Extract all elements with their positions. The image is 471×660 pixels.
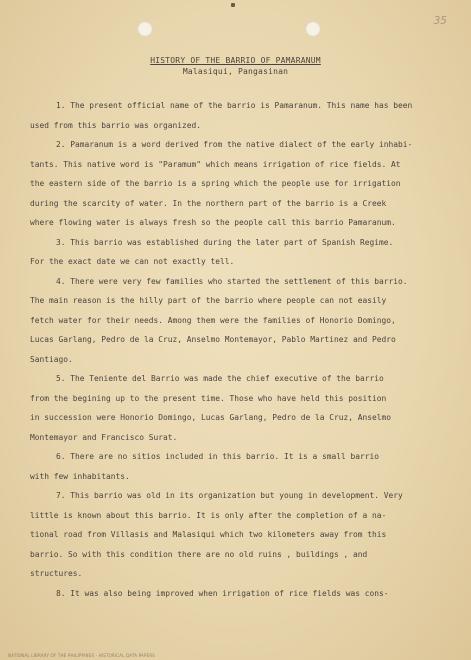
text-line: Montemayor and Francisco Surat. (30, 432, 178, 442)
text-line: 6. There are no sitios included in this barrio. It is a small barrio (56, 452, 380, 461)
text-line: 3. This barrio was established during the later part of Spanish Regime. (56, 237, 394, 247)
text-line: during the scarcity of water. In the northern part of the barrio is a Creek (30, 198, 387, 208)
text-line: the eastern side of the barrio is a spring which the people use for irrigation (30, 179, 401, 188)
text-line: tional road from Villasis and Malasiqui which two kilometers away from this (30, 530, 387, 539)
text-line: tants. This native word is "Paramum" which means irrigation of rice fields. At (30, 159, 401, 169)
text-line: in succession were Honorio Domingo, Lucas Garlang, Pedro de la Cruz, Anselmo (30, 413, 392, 422)
text-line: Santiago. (30, 354, 73, 364)
text-line: barrio. So with this condition there are no old ruins , buildings , and (30, 549, 368, 559)
document-subtitle: Malasiqui, Pangasinan (182, 67, 289, 76)
text-line: from the begining up to the present time. Those who have held this position (30, 393, 387, 403)
text-line: For the exact date we can not exactly tell. (30, 257, 235, 266)
text-line: 8. It was also being improved when irrigation of rice fields was cons- (56, 588, 389, 598)
text-line: with few inhabitants. (30, 471, 130, 481)
text-line: 2. Pamaranum is a word derived from the native dialect of the early inhabi- (56, 140, 413, 149)
document-title: HISTORY OF THE BARRIO OF PAMARANUM (150, 56, 321, 65)
punch-hole-left (137, 21, 153, 37)
punch-hole-right (305, 21, 321, 37)
text-line: 5. The Teniente del Barrio was made the chief executive of the barrio (56, 374, 384, 383)
text-line: where flowing water is always fresh so the people call this barrio Pamaranum. (30, 218, 396, 227)
page-number: 35 (433, 14, 447, 27)
document-title-block (0, 55, 471, 77)
text-line: little is known about this barrio. It is only after the completion of a na- (30, 510, 387, 520)
archive-footer: NATIONAL LIBRARY OF THE PHILIPPINES · HISTORICAL DATA PAPERS (8, 653, 156, 658)
text-line: Lucas Garlang, Pedro de la Cruz, Anselmo Montemayor, Pablo Martinez and Pedro (30, 335, 396, 344)
text-line: structures. (30, 569, 83, 578)
text-line: 7. This barrio was old in its organization but young in development. Very (56, 491, 403, 500)
text-line: used from this barrio was organized. (30, 120, 202, 130)
document-body (30, 96, 458, 603)
text-line: 1. The present official name of the barrio is Pamaranum. This name has been (56, 101, 413, 110)
text-line: The main reason is the hilly part of the barrio where people can not easily (30, 296, 387, 305)
text-line: 4. There were very few families who started the settlement of this barrio. (56, 276, 408, 286)
staple-mark (231, 3, 235, 7)
text-line: fetch water for their needs. Among them were the families of Honorio Domingo, (30, 315, 396, 325)
